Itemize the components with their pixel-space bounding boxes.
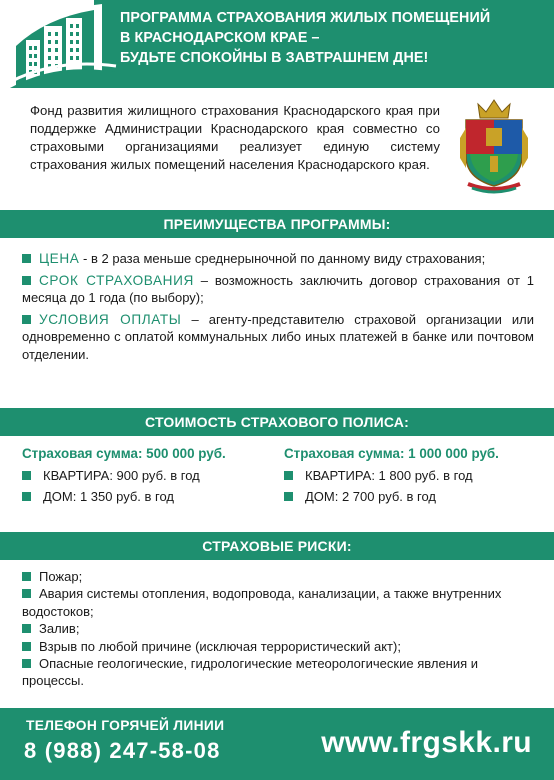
footer [0, 708, 554, 780]
square-bullet-icon [284, 471, 293, 480]
square-bullet-icon [22, 624, 31, 633]
cost-item [284, 467, 534, 484]
advantage-text: – агенту-представителю страховой организации или одновременно с оплатой коммунальных либо иных платежей в банке или почтовом отделении. [22, 311, 534, 362]
risk-item [22, 655, 534, 690]
square-bullet-icon [22, 589, 31, 598]
header-title-line: В КРАСНОДАРСКОМ КРАЕ – [120, 30, 320, 46]
square-bullet-icon [22, 659, 31, 668]
risk-item [22, 620, 534, 637]
risk-text: Залив; [39, 621, 80, 637]
advantage-item-price [22, 250, 534, 268]
header-title-line: БУДЬТЕ СПОКОЙНЫ В ЗАВТРАШНЕМ ДНЕ! [120, 50, 429, 66]
cost-column-heading: Страховая сумма: 1 000 000 руб. [284, 446, 499, 461]
cost-item-text: КВАРТИРА: 1 800 руб. в год [305, 468, 473, 483]
buildings-logo-icon [6, 2, 126, 90]
square-bullet-icon [22, 471, 31, 480]
advantage-item-payment [22, 311, 534, 364]
advantages-list [22, 250, 534, 367]
krasnodar-coat-of-arms-icon [456, 98, 532, 196]
advantages-title: ПРЕИМУЩЕСТВА ПРОГРАММЫ: [0, 210, 554, 238]
cost-item-text: ДОМ: 2 700 руб. в год [305, 489, 437, 504]
risk-item [22, 585, 534, 620]
square-bullet-icon [284, 492, 293, 501]
advantage-text: - в 2 раза меньше среднерыночной по данному виду страхования; [79, 251, 486, 266]
intro-text: Фонд развития жилищного страхования Краснодарского края при поддержке Администрации Краснодарского края совместно со страховыми организациями реализует единую систему страхования жилых помещений населения Краснодарского края. [30, 103, 440, 172]
cost-item [22, 467, 272, 484]
cost-item-text: КВАРТИРА: 900 руб. в год [43, 468, 200, 483]
risk-text: Пожар; [39, 569, 83, 584]
hotline-phone[interactable]: 8 (988) 247-58-08 [24, 738, 221, 763]
cost-column-heading: Страховая сумма: 500 000 руб. [22, 446, 226, 461]
cost-item [284, 488, 534, 505]
square-bullet-icon [22, 315, 31, 324]
cost-title: СТОИМОСТЬ СТРАХОВОГО ПОЛИСА: [0, 408, 554, 436]
square-bullet-icon [22, 276, 31, 285]
cost-item-text: ДОМ: 1 350 руб. в год [43, 489, 175, 504]
cost-column-500k [22, 446, 272, 509]
header-title-line: ПРОГРАММА СТРАХОВАНИЯ ЖИЛЫХ ПОМЕЩЕНИЙ [120, 10, 491, 26]
square-bullet-icon [22, 492, 31, 501]
cost-column-1m [284, 446, 534, 509]
advantage-keyword: СРОК СТРАХОВАНИЯ [39, 272, 194, 288]
hotline-label: ТЕЛЕФОН ГОРЯЧЕЙ ЛИНИИ [26, 718, 225, 733]
advantage-item-term [22, 272, 534, 307]
risk-text: Опасные геологические, гидрологические метеорологические явления и процессы. [22, 656, 479, 689]
advantage-keyword: УСЛОВИЯ ОПЛАТЫ [39, 311, 182, 327]
risks-list [22, 568, 534, 690]
square-bullet-icon [22, 642, 31, 651]
header [0, 0, 554, 92]
risk-text: Взрыв по любой причине (исключая террористический акт); [39, 638, 401, 654]
risk-item [22, 638, 534, 655]
risk-item [22, 568, 534, 585]
cost-item [22, 488, 272, 505]
header-title [120, 8, 540, 68]
square-bullet-icon [22, 254, 31, 263]
square-bullet-icon [22, 572, 31, 581]
risks-title: СТРАХОВЫЕ РИСКИ: [0, 532, 554, 560]
advantage-text: – возможность заключить договор страхования от 1 месяца до 1 года (по выбору); [22, 272, 535, 305]
advantage-keyword: ЦЕНА [39, 251, 80, 266]
website-link[interactable]: www.frgskk.ru [321, 726, 532, 759]
risk-text: Авария системы отопления, водопровода, канализации, а также внутренних водостоков; [22, 586, 502, 619]
